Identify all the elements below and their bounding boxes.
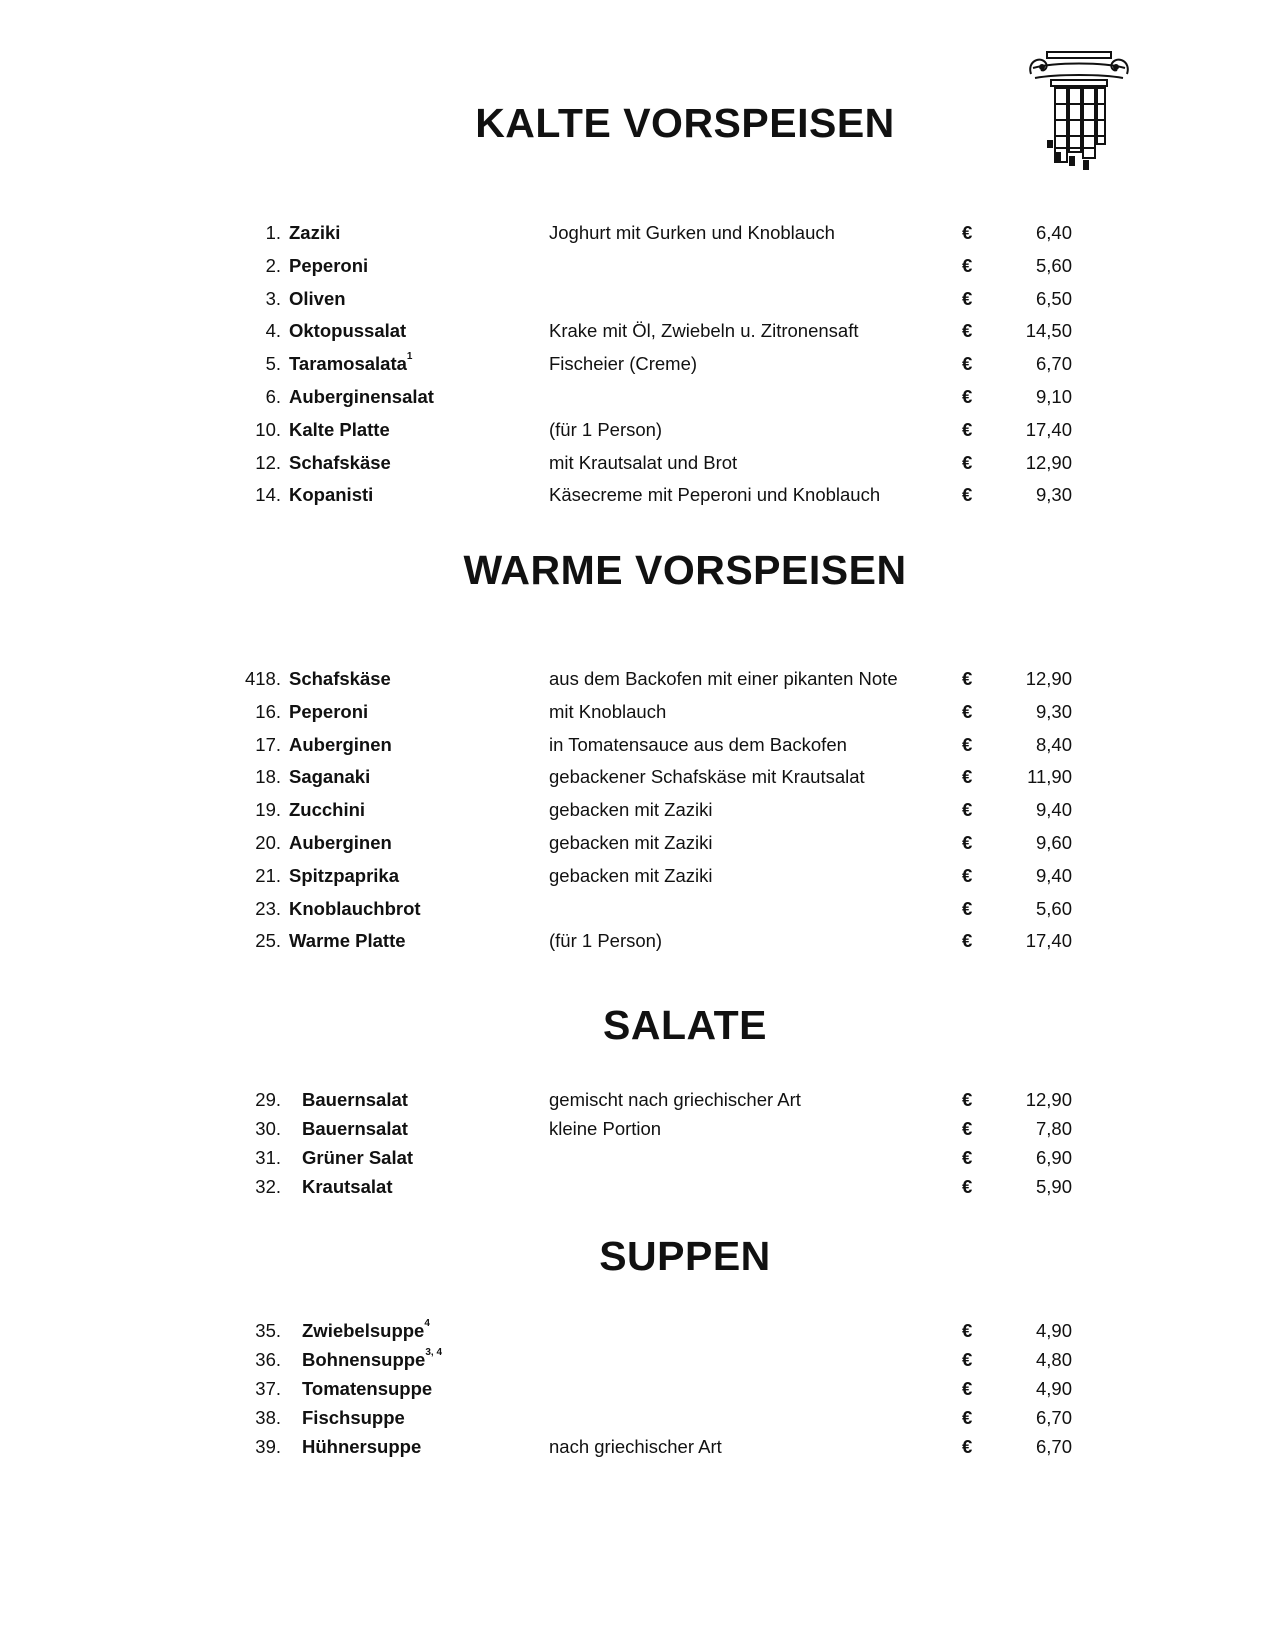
item-number: 36. [255, 1349, 281, 1370]
item-name-text: Warme Platte [289, 930, 406, 952]
item-number: 5. [265, 353, 281, 375]
item-number: 39. [255, 1436, 281, 1457]
item-price: 6,70 [1035, 353, 1072, 375]
item-name [289, 419, 390, 441]
item-price: 9,40 [1035, 864, 1072, 886]
item-name-text: Fischsuppe [302, 1407, 405, 1428]
item-number: 2. [265, 254, 281, 276]
item-description: nach griechischer Art [549, 1436, 722, 1457]
item-price: 11,90 [1027, 766, 1072, 788]
item-price: 6,50 [1035, 287, 1072, 309]
item-description: Fischeier (Creme) [549, 353, 698, 375]
currency-symbol: € [962, 766, 973, 788]
item-price: 5,60 [1035, 254, 1072, 276]
item-description: (für 1 Person) [549, 418, 663, 440]
item-name [289, 353, 412, 375]
item-name-text: Krautsalat [302, 1176, 393, 1197]
item-price: 9,10 [1035, 386, 1072, 407]
item-price: 9,40 [1035, 799, 1072, 821]
item-price: 6,40 [1035, 222, 1072, 243]
item-name-text: Peperoni [289, 254, 369, 276]
item-footnote: 3, 4 [425, 1347, 443, 1358]
item-price: 8,40 [1035, 733, 1072, 755]
item-number: 418. [244, 668, 281, 689]
currency-symbol: € [962, 222, 973, 243]
item-name [289, 668, 391, 690]
currency-symbol: € [962, 1147, 973, 1168]
item-number: 30. [255, 1118, 281, 1139]
currency-symbol: € [962, 484, 973, 506]
item-price: 12,90 [1025, 668, 1072, 689]
item-description: gebackener Schafskäse mit Krautsalat [549, 766, 865, 788]
item-name [302, 1118, 408, 1140]
section-title-warme-vorspeisen: WARME VORSPEISEN [463, 547, 907, 593]
item-number: 38. [255, 1407, 281, 1428]
item-price: 7,80 [1035, 1118, 1072, 1139]
item-name-text: Auberginen [289, 733, 392, 755]
item-price: 17,40 [1025, 930, 1072, 952]
item-number: 37. [255, 1378, 281, 1399]
currency-symbol: € [962, 386, 973, 407]
item-name [302, 1089, 408, 1111]
item-description: gebacken mit Zaziki [549, 799, 713, 821]
item-name [302, 1320, 430, 1342]
item-name-text: Oliven [289, 287, 346, 309]
currency-symbol: € [962, 799, 973, 821]
item-name-text: Kalte Platte [289, 418, 390, 440]
currency-symbol: € [962, 1176, 973, 1197]
item-name [302, 1147, 413, 1169]
item-number: 23. [255, 897, 281, 919]
item-name [302, 1436, 421, 1458]
item-name-text: Hühnersuppe [302, 1436, 422, 1457]
currency-symbol: € [962, 733, 973, 755]
currency-symbol: € [962, 1378, 973, 1399]
item-name [289, 255, 368, 277]
currency-symbol: € [962, 897, 973, 919]
item-name [289, 386, 434, 408]
item-price: 6,90 [1035, 1147, 1072, 1168]
item-name [289, 222, 340, 244]
section-title-kalte-vorspeisen: KALTE VORSPEISEN [475, 100, 895, 146]
currency-symbol: € [962, 1407, 973, 1428]
item-name-text: Zaziki [289, 222, 341, 243]
item-footnote: 1 [406, 351, 413, 363]
item-description: gebacken mit Zaziki [549, 864, 713, 886]
item-footnote: 4 [424, 1318, 430, 1329]
item-price: 6,70 [1035, 1436, 1072, 1457]
item-number: 21. [255, 864, 281, 886]
currency-symbol: € [962, 451, 973, 473]
item-name [289, 734, 392, 756]
item-name [289, 701, 368, 723]
section-title-suppen: SUPPEN [599, 1233, 771, 1279]
item-name-text: Taramosalata [289, 353, 407, 375]
item-price: 4,90 [1035, 1378, 1072, 1399]
item-price: 9,60 [1035, 832, 1072, 853]
item-name [302, 1378, 432, 1400]
item-number: 4. [265, 320, 281, 342]
currency-symbol: € [962, 418, 973, 440]
item-number: 1. [265, 222, 281, 243]
item-name-text: Spitzpaprika [289, 864, 399, 886]
item-price: 4,90 [1035, 1320, 1072, 1341]
item-name [289, 452, 391, 474]
item-name [289, 832, 392, 854]
currency-symbol: € [962, 700, 973, 722]
item-name-text: Kopanisti [289, 484, 374, 506]
item-name [289, 898, 421, 920]
item-name [302, 1176, 392, 1198]
item-name [289, 799, 365, 821]
item-name-text: Bohnensuppe [302, 1349, 426, 1370]
item-name-text: Schafskäse [289, 451, 391, 473]
item-description: Krake mit Öl, Zwiebeln u. Zitronensaft [549, 320, 859, 342]
item-number: 31. [255, 1147, 281, 1168]
currency-symbol: € [962, 353, 973, 375]
item-description: Joghurt mit Gurken und Knoblauch [549, 222, 835, 243]
currency-symbol: € [962, 1436, 973, 1457]
item-number: 12. [255, 451, 281, 473]
item-number: 6. [265, 386, 281, 407]
item-number: 35. [255, 1320, 281, 1341]
item-name [289, 865, 399, 887]
item-price: 12,90 [1025, 451, 1072, 473]
item-description: gemischt nach griechischer Art [549, 1089, 801, 1110]
item-name [289, 484, 373, 506]
item-description: gebacken mit Zaziki [549, 832, 713, 853]
item-number: 3. [265, 287, 281, 309]
item-price: 17,40 [1025, 418, 1072, 440]
item-description: kleine Portion [549, 1118, 662, 1139]
item-number: 16. [255, 700, 281, 722]
item-name-text: Tomatensuppe [302, 1378, 433, 1399]
item-price: 9,30 [1035, 484, 1072, 506]
section-title-salate: SALATE [603, 1002, 767, 1048]
item-description: mit Knoblauch [549, 700, 667, 722]
currency-symbol: € [962, 1349, 973, 1370]
currency-symbol: € [962, 832, 973, 853]
item-name-text: Auberginensalat [289, 386, 434, 407]
currency-symbol: € [962, 1089, 973, 1110]
item-name-text: Schafskäse [289, 668, 391, 689]
item-name [302, 1407, 405, 1429]
currency-symbol: € [962, 1320, 973, 1341]
currency-symbol: € [962, 668, 973, 689]
item-name-text: Bauernsalat [302, 1118, 408, 1139]
item-name [289, 766, 370, 788]
item-name-text: Zwiebelsuppe [302, 1320, 425, 1341]
currency-symbol: € [962, 864, 973, 886]
currency-symbol: € [962, 930, 973, 952]
item-name-text: Auberginen [289, 832, 392, 853]
item-name [289, 288, 346, 310]
item-description: mit Krautsalat und Brot [549, 451, 738, 473]
item-name [289, 930, 406, 952]
item-number: 25. [255, 930, 281, 952]
item-name-text: Grüner Salat [302, 1147, 414, 1168]
item-price: 6,70 [1035, 1407, 1072, 1428]
item-number: 19. [255, 799, 281, 821]
item-number: 18. [255, 766, 281, 788]
currency-symbol: € [962, 254, 973, 276]
item-name-text: Saganaki [289, 766, 371, 788]
item-number: 10. [255, 418, 281, 440]
item-price: 14,50 [1025, 320, 1072, 342]
currency-symbol: € [962, 320, 973, 342]
item-name-text: Oktopussalat [289, 320, 407, 342]
item-number: 20. [255, 832, 281, 853]
item-price: 5,60 [1035, 897, 1072, 919]
item-description: aus dem Backofen mit einer pikanten Note [549, 668, 898, 689]
item-number: 32. [255, 1176, 281, 1197]
item-description: (für 1 Person) [549, 930, 663, 952]
item-number: 29. [255, 1089, 281, 1110]
item-name-text: Bauernsalat [302, 1089, 408, 1110]
currency-symbol: € [962, 1118, 973, 1139]
item-name [302, 1349, 442, 1371]
currency-symbol: € [962, 287, 973, 309]
item-description: Käsecreme mit Peperoni und Knoblauch [549, 484, 881, 506]
item-name [289, 320, 406, 342]
item-price: 12,90 [1025, 1089, 1072, 1110]
item-name-text: Peperoni [289, 700, 369, 722]
item-number: 17. [255, 733, 281, 755]
item-price: 5,90 [1035, 1176, 1072, 1197]
item-price: 9,30 [1035, 700, 1072, 722]
item-name-text: Zucchini [289, 799, 366, 821]
item-name-text: Knoblauchbrot [289, 897, 421, 919]
item-number: 14. [255, 484, 281, 506]
item-price: 4,80 [1035, 1349, 1072, 1370]
item-description: in Tomatensauce aus dem Backofen [549, 733, 847, 755]
